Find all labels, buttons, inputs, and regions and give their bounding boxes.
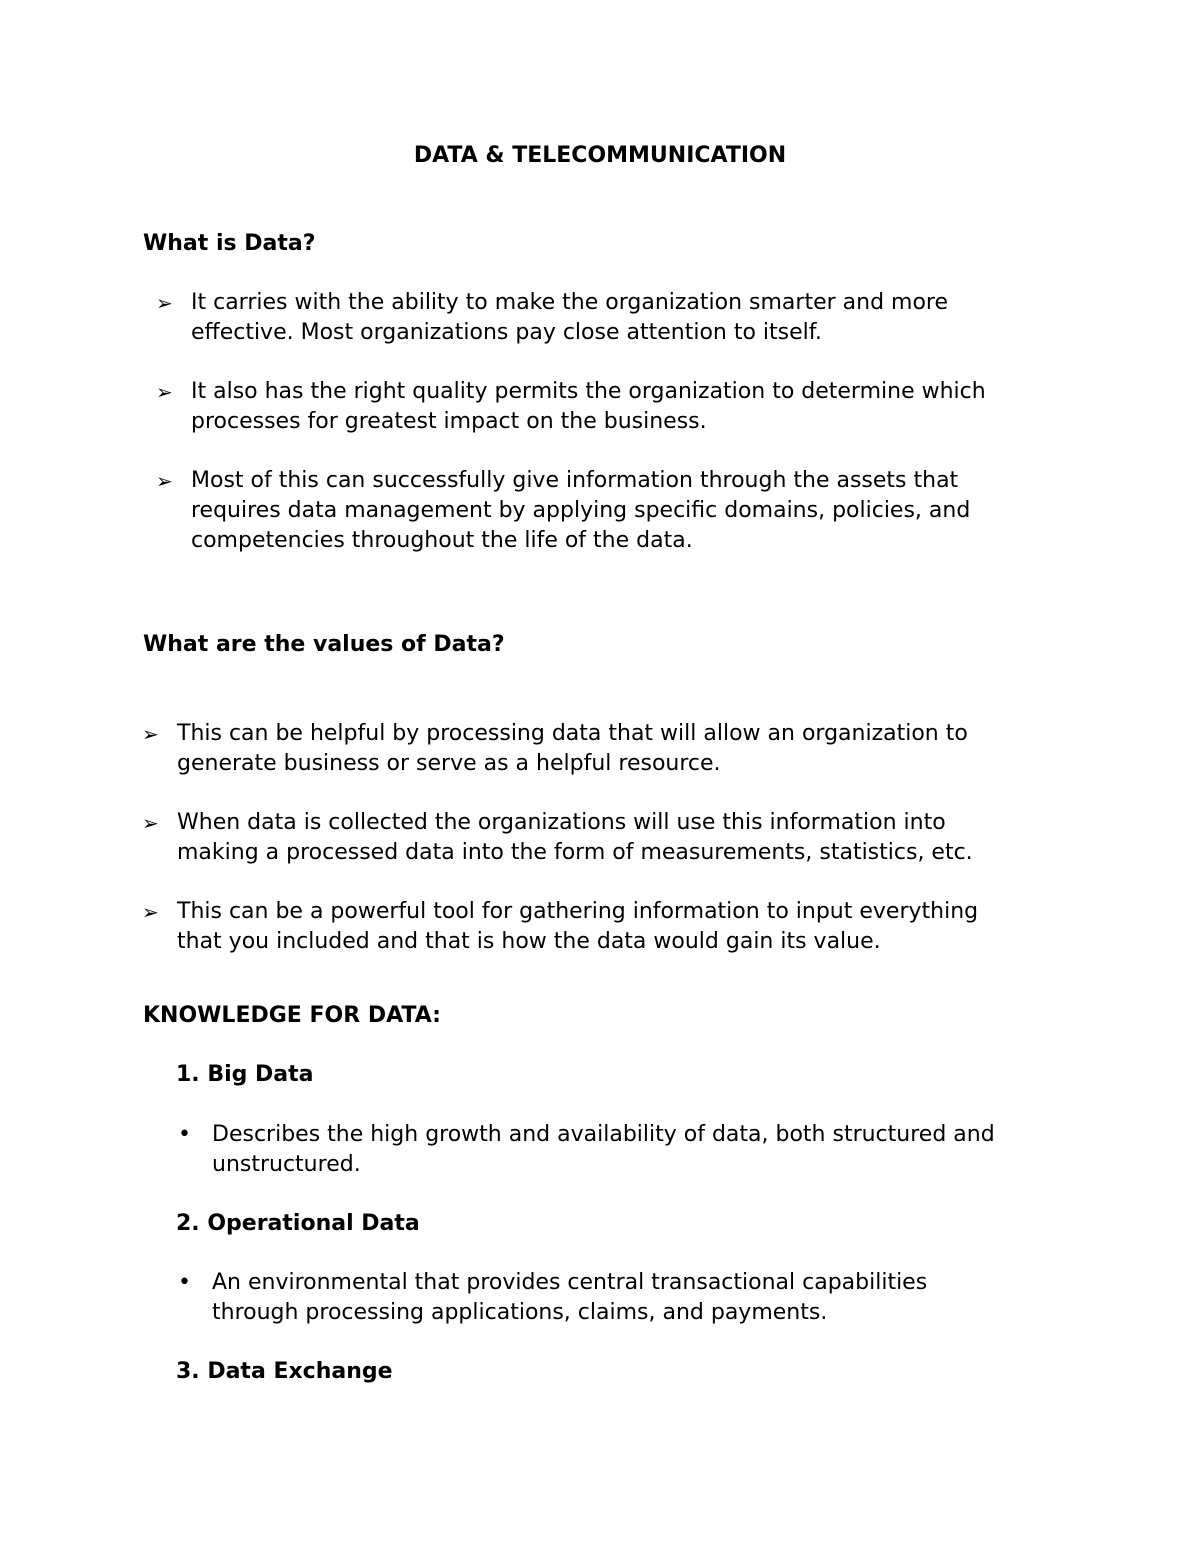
list-item (156, 377, 1056, 437)
arrow-bullet-icon: ➢ (156, 380, 173, 404)
list-item-line: When data is collected the organizations will use this information into (177, 810, 946, 835)
arrow-bullet-icon: ➢ (142, 900, 159, 924)
list-item (142, 719, 1042, 779)
list-item-line: processes for greatest impact on the business. (191, 409, 707, 434)
dot-bullet-icon: • (178, 1122, 191, 1147)
list-item-line: This can be a powerful tool for gathering information to input everything (177, 899, 979, 924)
list-item-line: requires data management by applying specific domains, policies, and (191, 498, 971, 523)
list-item-line: through processing applications, claims, and payments. (212, 1300, 828, 1325)
list-item-line: that you included and that is how the data would gain its value. (177, 929, 881, 954)
list-item-line: making a processed data into the form of measurements, statistics, etc. (177, 840, 973, 865)
list-item-line: effective. Most organizations pay close attention to itself. (191, 320, 822, 345)
list-item-line: unstructured. (212, 1152, 361, 1177)
list-item-line: An environmental that provides central transactional capabilities (212, 1270, 928, 1295)
arrow-bullet-icon: ➢ (156, 291, 173, 315)
list-item (178, 1268, 1112, 1328)
list-item (156, 288, 1056, 348)
list-item-line: This can be helpful by processing data that will allow an organization to (177, 721, 968, 746)
list-item-line: It also has the right quality permits the organization to determine which (191, 379, 986, 404)
list-item-line: generate business or serve as a helpful resource. (177, 751, 721, 776)
arrow-bullet-icon: ➢ (156, 469, 173, 493)
list-item (142, 808, 1042, 868)
numbered-heading-data-exchange: 3. Data Exchange (176, 1359, 393, 1384)
dot-bullet-icon: • (178, 1270, 191, 1295)
list-item-line: Most of this can successfully give information through the assets that (191, 468, 959, 493)
section-heading-values-of-data: What are the values of Data? (143, 632, 505, 657)
numbered-heading-operational-data: 2. Operational Data (176, 1211, 420, 1236)
section-heading-what-is-data: What is Data? (143, 231, 316, 256)
list-item-line: Describes the high growth and availability of data, both structured and (212, 1122, 995, 1147)
list-item (156, 466, 1056, 556)
arrow-bullet-icon: ➢ (142, 722, 159, 746)
arrow-bullet-icon: ➢ (142, 811, 159, 835)
section-heading-knowledge-for-data: KNOWLEDGE FOR DATA: (143, 1003, 441, 1028)
list-item (178, 1120, 1112, 1180)
list-item-line: It carries with the ability to make the organization smarter and more (191, 290, 949, 315)
numbered-heading-big-data: 1. Big Data (176, 1062, 314, 1087)
document-title: DATA & TELECOMMUNICATION (413, 143, 787, 168)
list-item-line: competencies throughout the life of the data. (191, 528, 693, 553)
list-item (142, 897, 1042, 957)
